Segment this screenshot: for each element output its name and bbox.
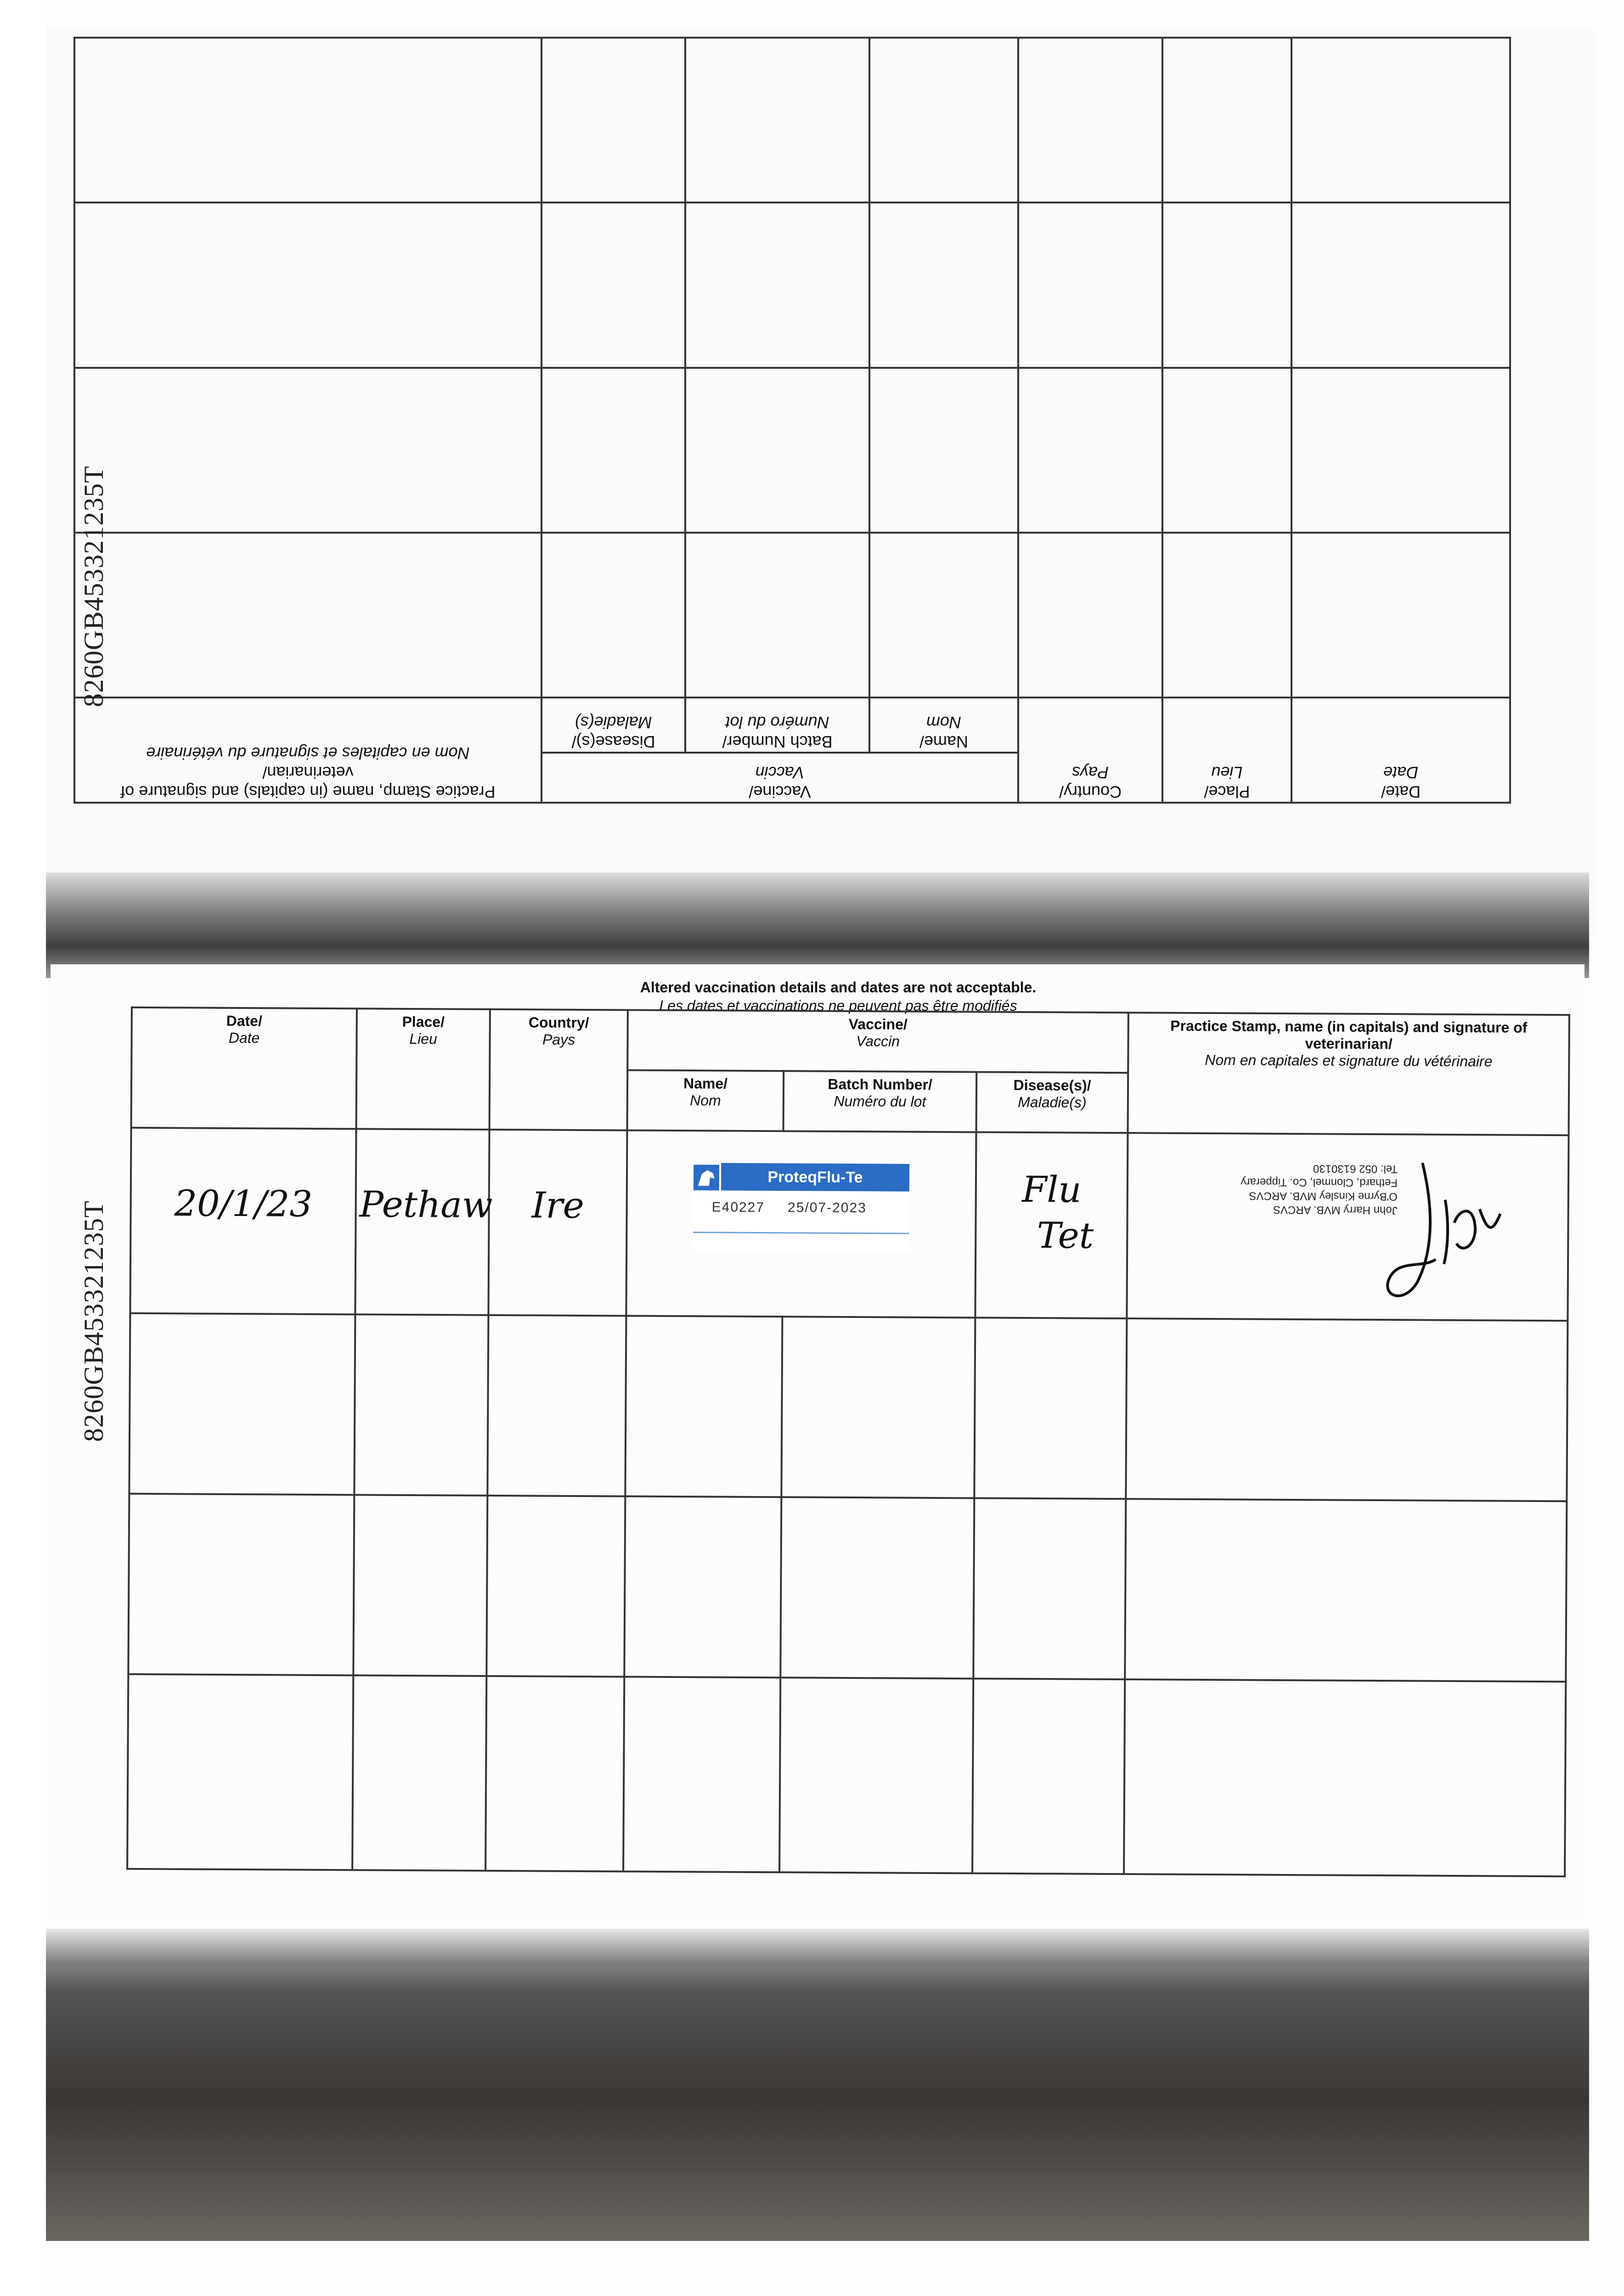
sticker-rule	[693, 1232, 909, 1234]
expiry-date: 25/07-2023	[788, 1200, 867, 1216]
entry-disease-cell	[975, 1132, 1128, 1318]
horse-logo-icon	[694, 1165, 719, 1190]
upper-header-disease: Disease(s)/ Maladie(s)	[541, 698, 686, 753]
header-practice-stamp: Practice Stamp, name (in capitals) and signature of veterinarian/ Nom en capitales et signature du vétérinaire	[1128, 1013, 1569, 1135]
vaccination-entry-row	[130, 1128, 1568, 1321]
entry-date-cell	[130, 1128, 356, 1314]
entry-place-cell	[355, 1129, 493, 1315]
scanner-background	[46, 1929, 1589, 2241]
disease-tet: Tet	[1037, 1215, 1094, 1257]
empty-row	[127, 1674, 1566, 1876]
upper-row	[74, 38, 1510, 203]
practice-stamp-cell	[1127, 1133, 1568, 1320]
lower-vaccination-table	[126, 1007, 1570, 1877]
entry-country-cell	[488, 1130, 627, 1316]
upper-vaccination-table	[73, 37, 1511, 804]
vaccine-sticker-cell	[626, 1131, 976, 1317]
header-batch-number: Batch Number/ Numéro du lot	[784, 1071, 977, 1132]
veterinarian-signature	[1367, 1144, 1515, 1311]
document-id-upper: 8260GB453321235T	[79, 466, 109, 707]
upper-row	[74, 203, 1510, 367]
header-place: Place/ Lieu	[356, 1008, 490, 1130]
stamp-line-vet: John Harry MVB. ARCVS	[1273, 1204, 1398, 1217]
warning-french: Les dates et vaccinations ne peuvent pas être modifiés	[659, 997, 1017, 1014]
upper-row	[74, 368, 1510, 533]
upper-header-batch: Batch Number/ Numéro du lot	[686, 698, 869, 753]
header-country: Country/ Pays	[490, 1009, 628, 1131]
upper-header-stamp: Practice Stamp, name (in capitals) and signature of veterinarian/ Nom en capitales et signature du vétérinaire	[74, 698, 541, 803]
upper-header-date: Date/ Date	[1291, 698, 1510, 803]
empty-row	[129, 1313, 1568, 1501]
upper-row	[74, 533, 1510, 698]
stamp-line-address: Fethard, Clonmel, Co. Tipperary	[1241, 1176, 1398, 1189]
entry-place: Pethaw	[359, 1184, 493, 1227]
upper-header-place: Place/ Lieu	[1162, 698, 1291, 803]
entry-country: Ire	[531, 1185, 585, 1227]
stamp-line-practice: O'Byrne Kinsley MVB. ARCVS	[1249, 1189, 1398, 1203]
header-disease: Disease(s)/ Maladie(s)	[976, 1072, 1128, 1133]
empty-row	[128, 1494, 1567, 1682]
upper-header-name: Name/ Nom	[869, 698, 1018, 753]
header-vaccine-name: Name/ Nom	[627, 1070, 784, 1131]
page-fold-shadow	[46, 872, 1589, 978]
stamp-line-phone: Tel: 052 6130130	[1313, 1162, 1398, 1176]
vaccine-brand: ProteqFlu-Te	[721, 1163, 909, 1192]
sticker-codes	[712, 1200, 890, 1216]
vaccine-sticker	[693, 1163, 909, 1251]
header-date: Date/ Date	[131, 1007, 357, 1129]
upper-header-country: Country/ Pays	[1018, 698, 1162, 803]
warning-english: Altered vaccination details and dates are not acceptable.	[640, 979, 1037, 996]
header-vaccine: Vaccine/ Vaccin	[627, 1010, 1128, 1073]
document-id-lower: 8260GB453321235T	[79, 1200, 109, 1442]
batch-code: E40227	[711, 1199, 765, 1216]
scan-margin	[0, 0, 46, 2296]
disease-flu: Flu	[1021, 1169, 1082, 1211]
upper-header-vaccine: Vaccine/ Vaccin	[541, 753, 1018, 803]
entry-date: 20/1/23	[174, 1183, 313, 1226]
